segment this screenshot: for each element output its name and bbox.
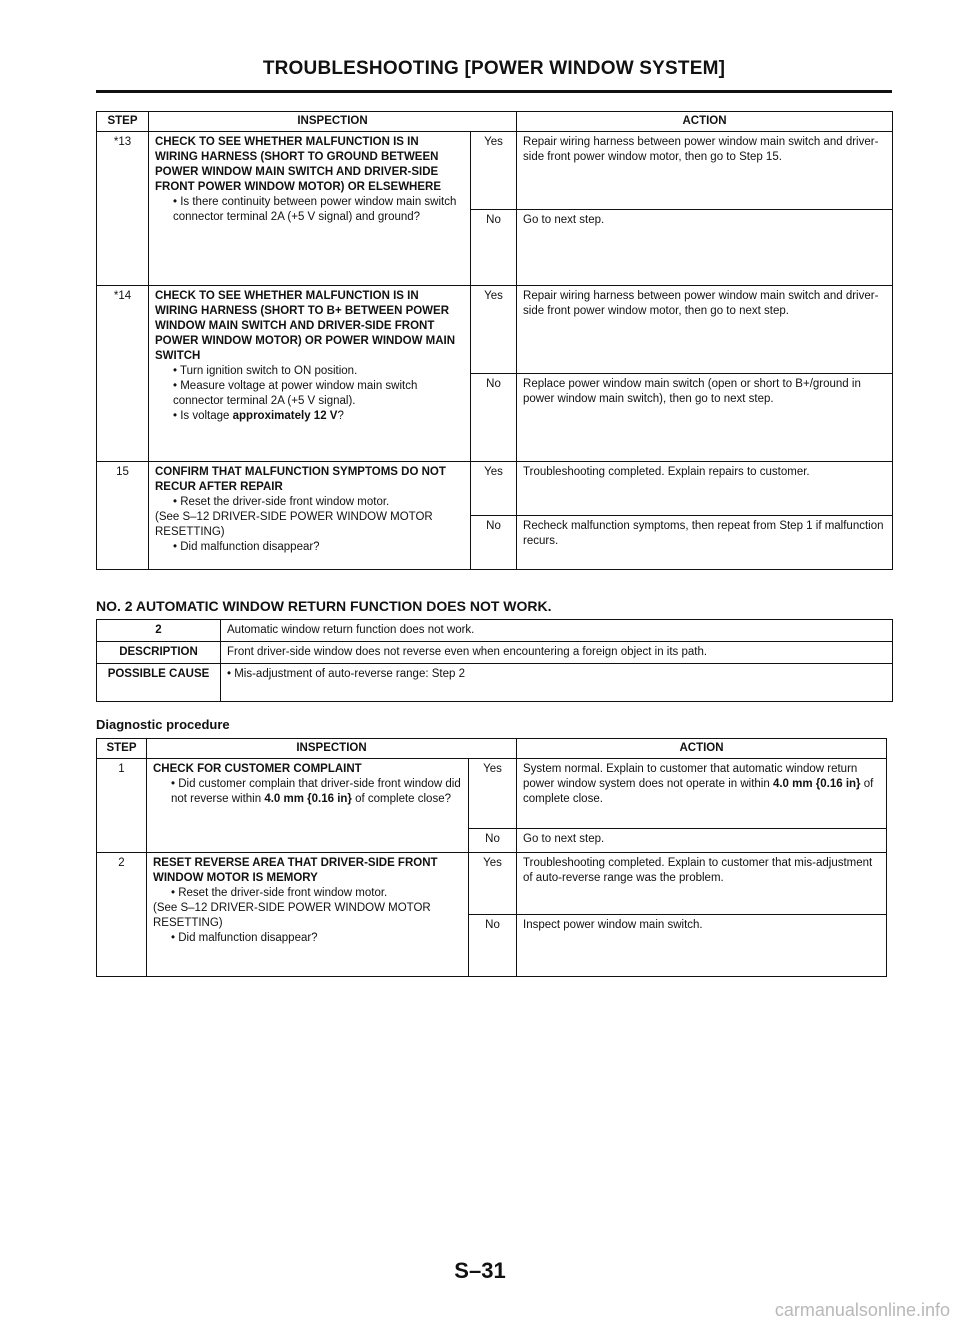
yes-label: Yes — [469, 853, 517, 915]
inspection-bullet — [155, 409, 464, 424]
action-text: of complete close. — [523, 778, 874, 805]
step-number: 15 — [97, 462, 149, 570]
inspection-bullet: • Measure voltage at power window main switch connector terminal 2A (+5 V signal). — [173, 380, 418, 407]
table-row — [97, 620, 893, 642]
step-number: 1 — [97, 759, 147, 853]
inspection-title: CHECK FOR CUSTOMER COMPLAINT — [153, 763, 362, 775]
reference-text: (See S–12 DRIVER-SIDE POWER WINDOW MOTOR RESETTING) — [155, 511, 433, 538]
row-value: Front driver-side window does not reverse even when encountering a foreign object in its path. — [221, 642, 893, 664]
no-label: No — [471, 374, 517, 462]
no-action: Go to next step. — [517, 829, 887, 853]
section-heading: NO. 2 AUTOMATIC WINDOW RETURN FUNCTION DOES NOT WORK. — [96, 598, 552, 614]
row-label: DESCRIPTION — [97, 642, 221, 664]
inspection-bullet: • Reset the driver-side front window motor. — [173, 496, 390, 508]
yes-action: Troubleshooting completed. Explain repairs to customer. — [517, 462, 893, 516]
no-label: No — [469, 829, 517, 853]
inspection-bullet: • Reset the driver-side front window motor. — [171, 887, 388, 899]
table-row — [97, 462, 893, 516]
bullet-bold-text: 4.0 mm {0.16 in} — [264, 793, 352, 805]
step-number: *13 — [97, 132, 149, 286]
header-inspection: INSPECTION — [147, 739, 517, 759]
no-label: No — [471, 210, 517, 286]
inspection-cell — [149, 286, 471, 462]
action-text: System normal. Explain to customer that automatic window return power window system does not operate in within — [523, 763, 858, 790]
inspection-cell — [149, 462, 471, 570]
title-rule — [96, 90, 892, 93]
troubleshooting-table — [96, 111, 893, 570]
yes-action: Troubleshooting completed. Explain to customer that mis-adjustment of auto-reverse range was the problem. — [517, 853, 887, 915]
yes-label: Yes — [471, 462, 517, 516]
inspection-title: CONFIRM THAT MALFUNCTION SYMPTOMS DO NOT RECUR AFTER REPAIR — [155, 466, 446, 493]
action-bold-text: 4.0 mm {0.16 in} — [772, 778, 861, 790]
header-step: STEP — [97, 112, 149, 132]
table-row — [97, 286, 893, 374]
table-row — [97, 853, 887, 915]
inspection-bullet: • Is there continuity between power window main switch connector terminal 2A (+5 V signal) and ground? — [173, 196, 457, 223]
header-inspection: INSPECTION — [149, 112, 517, 132]
inspection-title: CHECK TO SEE WHETHER MALFUNCTION IS IN WIRING HARNESS (SHORT TO GROUND BETWEEN POWER WINDOW MAIN SWITCH AND DRIVER-SIDE FRONT POWER WINDOW MOTOR) OR ELSEWHERE — [155, 136, 441, 193]
inspection-bullet: • Turn ignition switch to ON position. — [173, 365, 358, 377]
row-value: • Mis-adjustment of auto-reverse range: Step 2 — [221, 664, 893, 702]
header-action: ACTION — [517, 739, 887, 759]
step-number: *14 — [97, 286, 149, 462]
table-row — [97, 664, 893, 702]
inspection-bullet: • Did malfunction disappear? — [171, 932, 318, 944]
inspection-title: CHECK TO SEE WHETHER MALFUNCTION IS IN WIRING HARNESS (SHORT TO B+ BETWEEN POWER WINDOW MAIN SWITCH AND DRIVER-SIDE FRONT POWER WINDOW MOTOR) OR POWER WINDOW MAIN SWITCH — [155, 290, 456, 362]
reference-text: (See S–12 DRIVER-SIDE POWER WINDOW MOTOR RESETTING) — [153, 902, 431, 929]
bullet-bold-text: approximately 12 V — [232, 410, 338, 422]
description-table — [96, 619, 893, 702]
no-action: Inspect power window main switch. — [517, 915, 887, 977]
yes-label: Yes — [469, 759, 517, 829]
step-number: 2 — [97, 853, 147, 977]
no-action: Recheck malfunction symptoms, then repeat from Step 1 if malfunction recurs. — [517, 516, 893, 570]
row-label: 2 — [97, 620, 221, 642]
no-action: Replace power window main switch (open or short to B+/ground in power window main switch), then go to next step. — [517, 374, 893, 462]
yes-label: Yes — [471, 132, 517, 210]
diagnostic-table — [96, 738, 887, 977]
page-title: TROUBLESHOOTING [POWER WINDOW SYSTEM] — [262, 58, 726, 79]
page-number: S–31 — [454, 1258, 506, 1283]
yes-action: Repair wiring harness between power window main switch and driver-side front power window motor, then go to Step 15. — [517, 132, 893, 210]
yes-action — [517, 759, 887, 829]
inspection-cell — [149, 132, 471, 286]
yes-label: Yes — [471, 286, 517, 374]
inspection-cell — [147, 853, 469, 977]
inspection-title: RESET REVERSE AREA THAT DRIVER-SIDE FRONT WINDOW MOTOR IS MEMORY — [153, 857, 438, 884]
table-row — [97, 132, 893, 210]
bullet-text: of complete close? — [351, 793, 451, 805]
inspection-cell — [147, 759, 469, 853]
header-step: STEP — [97, 739, 147, 759]
row-label: POSSIBLE CAUSE — [97, 664, 221, 702]
watermark: carmanualsonline.info — [774, 1300, 950, 1320]
no-label: No — [469, 915, 517, 977]
diagnostic-heading: Diagnostic procedure — [96, 717, 230, 732]
yes-action: Repair wiring harness between power window main switch and driver-side front power window motor, then go to next step. — [517, 286, 893, 374]
no-label: No — [471, 516, 517, 570]
inspection-bullet: • Did malfunction disappear? — [173, 541, 320, 553]
header-action: ACTION — [517, 112, 893, 132]
bullet-text: • Did customer complain that driver-side front window did not reverse within — [171, 778, 461, 805]
table-row — [97, 642, 893, 664]
table-row — [97, 759, 887, 829]
no-action: Go to next step. — [517, 210, 893, 286]
bullet-text: • Is voltage — [173, 410, 233, 422]
bullet-text: ? — [337, 410, 344, 422]
table-header-row — [97, 739, 887, 759]
table-header-row — [97, 112, 893, 132]
inspection-bullet — [153, 777, 462, 807]
row-value: Automatic window return function does not work. — [221, 620, 893, 642]
